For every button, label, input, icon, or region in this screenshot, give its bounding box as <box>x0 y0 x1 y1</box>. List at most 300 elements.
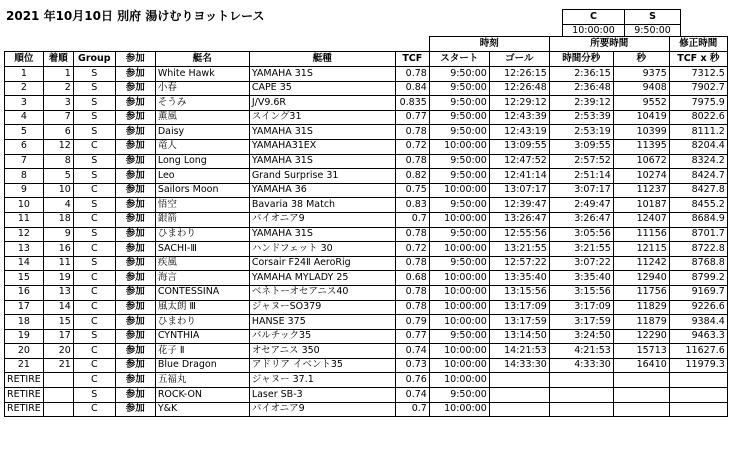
table-cell: YAMAHA 36 <box>249 183 395 198</box>
table-cell: Sailors Moon <box>155 183 249 198</box>
table-cell: RETIRE <box>5 373 44 388</box>
results-table <box>4 36 728 417</box>
table-cell: C <box>73 402 115 417</box>
table-cell: 10419 <box>613 110 669 125</box>
table-cell: 12115 <box>613 242 669 257</box>
table-cell: 8424.7 <box>669 169 727 184</box>
table-cell: 竜人 <box>155 139 249 154</box>
table-cell: YAMAHA MYLADY 25 <box>249 271 395 286</box>
table-row <box>5 242 728 257</box>
table-cell: 0.7 <box>395 402 429 417</box>
table-cell: 17 <box>5 300 44 315</box>
column-header: スタート <box>429 52 489 67</box>
table-cell: 14:21:53 <box>489 344 549 359</box>
table-cell: S <box>73 169 115 184</box>
table-cell: 9 <box>5 183 44 198</box>
table-cell: J/V9.6R <box>249 96 395 111</box>
table-cell: 疾風 <box>155 256 249 271</box>
table-row <box>5 110 728 125</box>
table-cell: 10 <box>5 198 44 213</box>
table-cell: 3:17:09 <box>549 300 613 315</box>
table-cell: 3:35:40 <box>549 271 613 286</box>
class-s-start: 9:50:00 <box>625 24 681 39</box>
table-cell: 3 <box>43 96 73 111</box>
table-cell: 14:33:30 <box>489 358 549 373</box>
table-cell: 0.72 <box>395 242 429 257</box>
column-header: 着順 <box>43 52 73 67</box>
table-cell: 9:50:00 <box>429 96 489 111</box>
table-cell: 9 <box>43 227 73 242</box>
table-cell: 五福丸 <box>155 373 249 388</box>
table-cell: YAMAHA 31S <box>249 125 395 140</box>
table-cell <box>669 402 727 417</box>
column-header: 参加 <box>115 52 155 67</box>
table-cell: 3:15:56 <box>549 285 613 300</box>
table-cell: 11242 <box>613 256 669 271</box>
table-cell: 16 <box>43 242 73 257</box>
table-cell: SACHI-Ⅲ <box>155 242 249 257</box>
table-row <box>5 256 728 271</box>
table-cell: S <box>73 227 115 242</box>
table-cell: 12:39:47 <box>489 198 549 213</box>
table-row <box>5 300 728 315</box>
table-cell: 9:50:00 <box>429 169 489 184</box>
table-cell: 13 <box>5 242 44 257</box>
table-cell: 5 <box>43 169 73 184</box>
table-row <box>5 67 728 82</box>
column-header-row <box>5 52 728 67</box>
column-header: 艇種 <box>249 52 395 67</box>
table-cell: バルチック35 <box>249 329 395 344</box>
table-cell: 11156 <box>613 227 669 242</box>
table-cell: 10:00:00 <box>429 242 489 257</box>
column-header: 艇名 <box>155 52 249 67</box>
table-cell: 3:07:17 <box>549 183 613 198</box>
table-cell: 8722.8 <box>669 242 727 257</box>
table-cell: 10:00:00 <box>429 285 489 300</box>
table-cell: 3:17:59 <box>549 315 613 330</box>
table-row <box>5 227 728 242</box>
table-cell: 10672 <box>613 154 669 169</box>
table-cell: 参加 <box>115 169 155 184</box>
table-cell: C <box>73 358 115 373</box>
table-cell: 参加 <box>115 358 155 373</box>
table-cell: 8 <box>5 169 44 184</box>
table-cell: 9408 <box>613 81 669 96</box>
table-row <box>5 402 728 417</box>
table-cell: 参加 <box>115 256 155 271</box>
table-row <box>5 154 728 169</box>
table-cell: 9:50:00 <box>429 67 489 82</box>
table-cell: 9463.3 <box>669 329 727 344</box>
table-cell: 17 <box>43 329 73 344</box>
table-row <box>5 344 728 359</box>
table-cell: 11829 <box>613 300 669 315</box>
table-cell: 7 <box>43 110 73 125</box>
table-row <box>5 212 728 227</box>
table-cell: RETIRE <box>5 388 44 403</box>
table-cell: S <box>73 154 115 169</box>
table-cell: 11979.3 <box>669 358 727 373</box>
table-row <box>5 329 728 344</box>
table-cell: 11395 <box>613 139 669 154</box>
table-cell: パイオニア9 <box>249 212 395 227</box>
table-cell: 20 <box>5 344 44 359</box>
table-cell: 10187 <box>613 198 669 213</box>
table-cell: 2:53:19 <box>549 125 613 140</box>
table-cell: 14 <box>5 256 44 271</box>
table-cell: YAMAHA31EX <box>249 139 395 154</box>
table-cell: 10:00:00 <box>429 344 489 359</box>
table-cell: 7 <box>5 154 44 169</box>
group-time: 時刻 <box>429 37 549 52</box>
table-cell: 0.84 <box>395 81 429 96</box>
table-cell: 参加 <box>115 96 155 111</box>
table-cell: 3 <box>5 96 44 111</box>
table-cell: 8455.2 <box>669 198 727 213</box>
table-cell <box>489 373 549 388</box>
table-cell: 参加 <box>115 271 155 286</box>
table-cell: 15 <box>43 315 73 330</box>
table-cell: S <box>73 125 115 140</box>
table-cell: 悟空 <box>155 198 249 213</box>
table-cell: 10:00:00 <box>429 358 489 373</box>
table-row <box>5 285 728 300</box>
column-header: 順位 <box>5 52 44 67</box>
column-header: 秒 <box>613 52 669 67</box>
table-cell: 9:50:00 <box>429 125 489 140</box>
table-row <box>5 183 728 198</box>
table-cell: 2:57:52 <box>549 154 613 169</box>
table-row <box>5 271 728 286</box>
table-cell: 0.78 <box>395 154 429 169</box>
table-cell: 0.78 <box>395 256 429 271</box>
table-cell: C <box>73 183 115 198</box>
table-cell: 参加 <box>115 81 155 96</box>
table-cell: 9:50:00 <box>429 388 489 403</box>
group-spacer <box>5 37 430 52</box>
table-cell: 15713 <box>613 344 669 359</box>
table-cell: 8768.8 <box>669 256 727 271</box>
table-cell: 0.73 <box>395 358 429 373</box>
table-cell: 16 <box>5 285 44 300</box>
table-cell <box>549 373 613 388</box>
table-cell: C <box>73 373 115 388</box>
table-cell: 0.78 <box>395 285 429 300</box>
table-cell: 参加 <box>115 125 155 140</box>
table-cell: HANSE 375 <box>249 315 395 330</box>
table-cell <box>669 373 727 388</box>
class-s-label: S <box>625 10 681 25</box>
table-cell: 18 <box>43 212 73 227</box>
table-cell: ベネトーオセアニス40 <box>249 285 395 300</box>
table-cell: 9:50:00 <box>429 329 489 344</box>
table-cell <box>613 388 669 403</box>
table-cell: 0.78 <box>395 67 429 82</box>
table-row <box>5 169 728 184</box>
table-cell: 参加 <box>115 344 155 359</box>
table-cell: 12 <box>43 139 73 154</box>
table-cell: 11 <box>5 212 44 227</box>
table-cell: Leo <box>155 169 249 184</box>
table-cell: 4 <box>5 110 44 125</box>
table-cell <box>43 388 73 403</box>
table-cell: 10:00:00 <box>429 139 489 154</box>
table-cell: 15 <box>5 271 44 286</box>
table-cell: そうみ <box>155 96 249 111</box>
column-header: Group <box>73 52 115 67</box>
table-cell: 参加 <box>115 373 155 388</box>
table-cell: 0.78 <box>395 300 429 315</box>
table-cell: 2:53:39 <box>549 110 613 125</box>
table-cell: 13:15:56 <box>489 285 549 300</box>
table-cell: 11627.6 <box>669 344 727 359</box>
table-cell: 14 <box>43 300 73 315</box>
table-cell: 参加 <box>115 139 155 154</box>
table-cell: CONTESSINA <box>155 285 249 300</box>
table-cell: 0.7 <box>395 212 429 227</box>
table-cell <box>669 388 727 403</box>
table-cell: ジャヌーSO379 <box>249 300 395 315</box>
column-header: TCF <box>395 52 429 67</box>
table-cell: 9226.6 <box>669 300 727 315</box>
table-cell: 3:05:56 <box>549 227 613 242</box>
table-cell: 21 <box>43 358 73 373</box>
table-cell: 海言 <box>155 271 249 286</box>
table-cell: 12:26:15 <box>489 67 549 82</box>
table-cell: YAMAHA 31S <box>249 67 395 82</box>
table-cell: 10:00:00 <box>429 315 489 330</box>
table-cell <box>43 402 73 417</box>
table-cell: 9:50:00 <box>429 256 489 271</box>
table-cell: 19 <box>43 271 73 286</box>
table-cell: 参加 <box>115 154 155 169</box>
table-cell: C <box>73 271 115 286</box>
table-cell: 小春 <box>155 81 249 96</box>
table-cell <box>549 402 613 417</box>
table-cell: 8324.2 <box>669 154 727 169</box>
table-cell: 0.83 <box>395 198 429 213</box>
class-start-table <box>562 9 681 39</box>
table-cell: C <box>73 315 115 330</box>
table-cell: 参加 <box>115 67 155 82</box>
table-cell: 8684.9 <box>669 212 727 227</box>
table-cell: 0.72 <box>395 139 429 154</box>
table-cell: 3:24:50 <box>549 329 613 344</box>
table-cell: 9:50:00 <box>429 154 489 169</box>
table-cell: 7902.7 <box>669 81 727 96</box>
table-cell: 13:26:47 <box>489 212 549 227</box>
table-cell: Bavaria 38 Match <box>249 198 395 213</box>
table-cell: S <box>73 96 115 111</box>
table-cell: 16410 <box>613 358 669 373</box>
table-cell: 12:41:14 <box>489 169 549 184</box>
table-cell <box>613 402 669 417</box>
table-cell: 0.76 <box>395 373 429 388</box>
table-cell <box>613 373 669 388</box>
table-cell: S <box>73 81 115 96</box>
table-row <box>5 198 728 213</box>
table-cell: 5 <box>5 125 44 140</box>
table-row <box>5 388 728 403</box>
table-cell: 風太朗 Ⅲ <box>155 300 249 315</box>
table-cell: 12 <box>5 227 44 242</box>
table-cell: Daisy <box>155 125 249 140</box>
table-cell <box>489 402 549 417</box>
table-cell: 9375 <box>613 67 669 82</box>
table-cell: 花子 Ⅱ <box>155 344 249 359</box>
table-cell: 11756 <box>613 285 669 300</box>
table-cell: 10:00:00 <box>429 373 489 388</box>
table-cell: YAMAHA 31S <box>249 227 395 242</box>
table-cell: 0.74 <box>395 344 429 359</box>
table-cell: 8111.2 <box>669 125 727 140</box>
table-cell: 参加 <box>115 212 155 227</box>
class-c-start: 10:00:00 <box>563 24 625 39</box>
table-cell: 0.78 <box>395 125 429 140</box>
group-elapsed: 所要時間 <box>549 37 669 52</box>
table-cell <box>549 388 613 403</box>
table-cell: RETIRE <box>5 402 44 417</box>
table-cell: 13:21:55 <box>489 242 549 257</box>
table-cell: 12290 <box>613 329 669 344</box>
table-cell: 13:07:17 <box>489 183 549 198</box>
table-cell: 11 <box>43 256 73 271</box>
table-cell: 10399 <box>613 125 669 140</box>
table-cell: 参加 <box>115 227 155 242</box>
table-cell: 8204.4 <box>669 139 727 154</box>
table-cell: 参加 <box>115 242 155 257</box>
table-cell: 0.75 <box>395 183 429 198</box>
table-cell: 9552 <box>613 96 669 111</box>
table-cell: C <box>73 139 115 154</box>
table-cell: 9:50:00 <box>429 81 489 96</box>
table-cell: 18 <box>5 315 44 330</box>
table-cell: 20 <box>43 344 73 359</box>
table-cell: 3:26:47 <box>549 212 613 227</box>
table-cell: S <box>73 67 115 82</box>
table-cell: CYNTHIA <box>155 329 249 344</box>
table-cell: 10:00:00 <box>429 271 489 286</box>
table-cell: 2 <box>5 81 44 96</box>
table-cell: 13:14:50 <box>489 329 549 344</box>
table-cell: 参加 <box>115 300 155 315</box>
table-cell: 参加 <box>115 285 155 300</box>
table-cell: 2:49:47 <box>549 198 613 213</box>
table-cell: S <box>73 388 115 403</box>
table-cell: 8701.7 <box>669 227 727 242</box>
table-cell: ROCK-ON <box>155 388 249 403</box>
table-cell: Grand Surprise 31 <box>249 169 395 184</box>
table-row <box>5 315 728 330</box>
table-cell: 銀箭 <box>155 212 249 227</box>
table-cell: S <box>73 110 115 125</box>
table-row <box>5 139 728 154</box>
table-cell: ハンドフェット 30 <box>249 242 395 257</box>
table-row <box>5 96 728 111</box>
table-cell: 10:00:00 <box>429 212 489 227</box>
table-cell: 薫風 <box>155 110 249 125</box>
table-cell: 10:00:00 <box>429 402 489 417</box>
table-cell: YAMAHA 31S <box>249 154 395 169</box>
table-cell: 7312.5 <box>669 67 727 82</box>
table-cell: 参加 <box>115 110 155 125</box>
table-cell: 4:21:53 <box>549 344 613 359</box>
table-cell: 9384.4 <box>669 315 727 330</box>
table-cell: パイオニア9 <box>249 402 395 417</box>
table-cell: Laser SB-3 <box>249 388 395 403</box>
table-cell: アドリア イベント35 <box>249 358 395 373</box>
table-cell: 13:17:59 <box>489 315 549 330</box>
table-cell: 8 <box>43 154 73 169</box>
table-cell: 0.79 <box>395 315 429 330</box>
table-cell: 8799.2 <box>669 271 727 286</box>
table-cell: C <box>73 300 115 315</box>
table-cell: 3:21:55 <box>549 242 613 257</box>
column-header: 時間分秒 <box>549 52 613 67</box>
table-cell: 0.82 <box>395 169 429 184</box>
table-cell: 0.68 <box>395 271 429 286</box>
table-cell: 12:29:12 <box>489 96 549 111</box>
table-cell: 12:55:56 <box>489 227 549 242</box>
column-header: TCF x 秒 <box>669 52 727 67</box>
table-cell: C <box>73 242 115 257</box>
table-cell: S <box>73 198 115 213</box>
table-cell: 12940 <box>613 271 669 286</box>
table-cell: 0.74 <box>395 388 429 403</box>
table-cell: ひまわり <box>155 315 249 330</box>
table-cell: 2:36:48 <box>549 81 613 96</box>
group-header-row <box>5 37 728 52</box>
table-cell: 10:00:00 <box>429 300 489 315</box>
table-cell: 参加 <box>115 198 155 213</box>
page-title: 2021 年10月10日 別府 湯けむりヨットレース <box>6 9 265 23</box>
table-cell: 参加 <box>115 329 155 344</box>
table-cell: 13:35:40 <box>489 271 549 286</box>
table-cell: 6 <box>5 139 44 154</box>
table-cell: 11237 <box>613 183 669 198</box>
table-cell: 11879 <box>613 315 669 330</box>
table-cell: 2:51:14 <box>549 169 613 184</box>
table-cell <box>43 373 73 388</box>
table-cell: 参加 <box>115 402 155 417</box>
table-cell: 0.835 <box>395 96 429 111</box>
table-cell: 10274 <box>613 169 669 184</box>
table-row <box>5 373 728 388</box>
table-row <box>5 358 728 373</box>
table-cell: 1 <box>43 67 73 82</box>
table-cell: 12:57:22 <box>489 256 549 271</box>
table-cell: 12:26:48 <box>489 81 549 96</box>
table-cell: 2:36:15 <box>549 67 613 82</box>
table-row <box>5 81 728 96</box>
table-cell <box>489 388 549 403</box>
table-cell: 0.78 <box>395 227 429 242</box>
table-cell: S <box>73 329 115 344</box>
table-cell: 10 <box>43 183 73 198</box>
table-cell: 4:33:30 <box>549 358 613 373</box>
table-cell: 13:09:55 <box>489 139 549 154</box>
group-corrected: 修正時間 <box>669 37 727 52</box>
table-cell: 8427.8 <box>669 183 727 198</box>
table-cell: 6 <box>43 125 73 140</box>
table-cell: C <box>73 285 115 300</box>
table-cell: Blue Dragon <box>155 358 249 373</box>
table-cell: Corsair F24Ⅱ AeroRig <box>249 256 395 271</box>
table-cell: 12:47:52 <box>489 154 549 169</box>
table-cell: ジャヌー 37.1 <box>249 373 395 388</box>
table-cell: 12:43:19 <box>489 125 549 140</box>
